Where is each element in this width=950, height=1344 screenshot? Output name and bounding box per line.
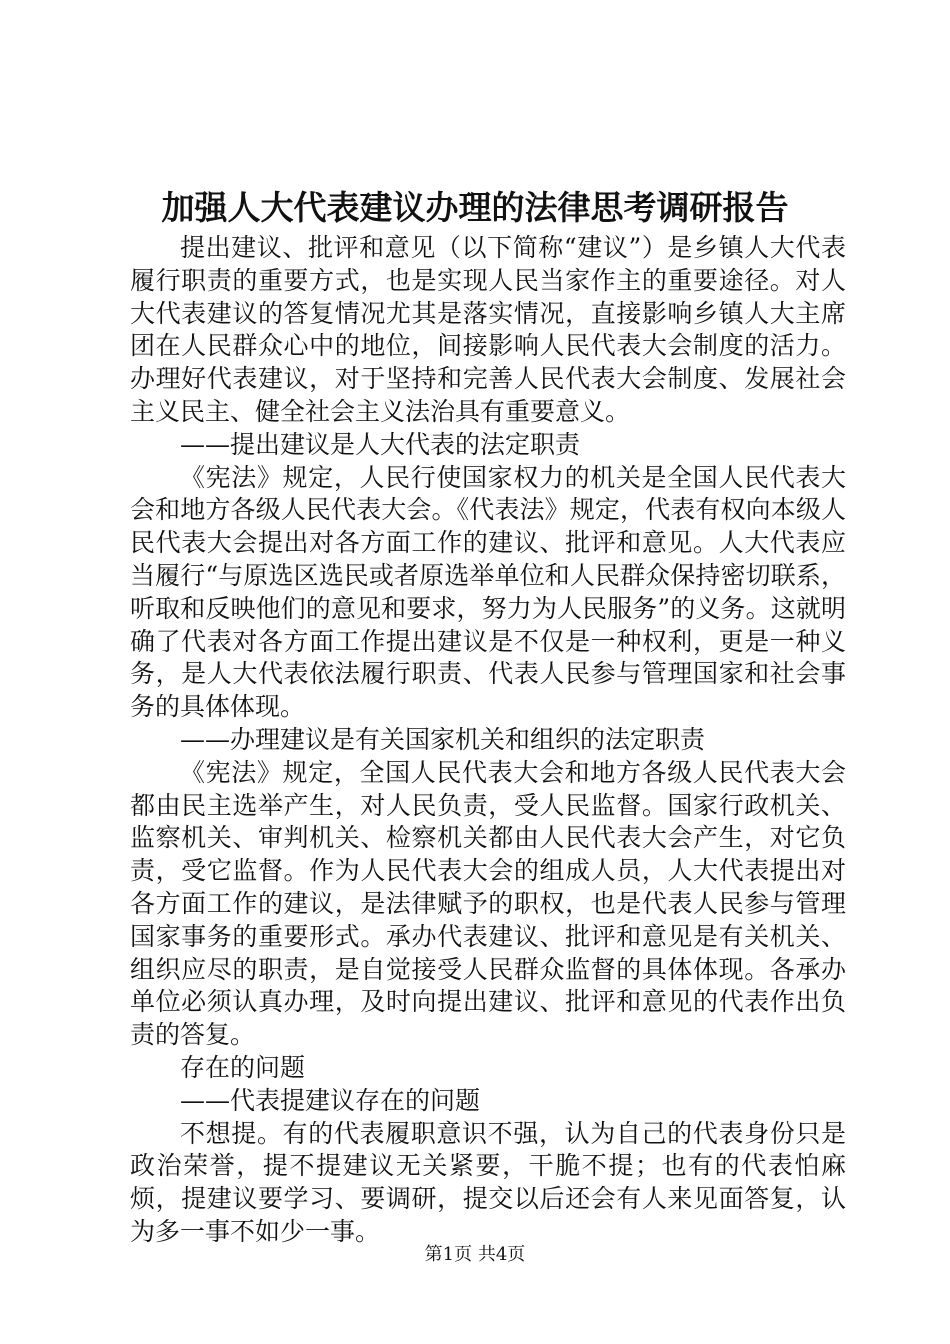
section-heading-problems: 存在的问题 [180,1052,306,1082]
document-body [130,232,846,1249]
paragraph-handling-duty: 《宪法》规定，全国人民代表大会和地方各级人民代表大会都由民主选举产生，对人民负责，受人民监督。国家行政机关、监察机关、审判机关、检察机关都由人民代表大会产生，对它负责，受它监督。作为人民代表大会的组成人员，人大代表提出对各方面工作的建议，是法律赋予的职权，也是代表人民参与管理国家事务的重要形式。承办代表建议、批评和意见是有关机关、组织应尽的职责，是自觉接受人民群众监督的具体体现。各承办单位必须认真办理，及时向提出建议、批评和意见的代表作出负责的答复。 [130,757,846,1050]
paragraph-intro: 提出建议、批评和意见（以下简称“建议”）是乡镇人大代表履行职责的重要方式，也是实现人民当家作主的重要途径。对人大代表建议的答复情况尤其是落实情况，直接影响乡镇人大主席团在人民群众心中的地位，间接影响人民代表大会制度的活力。办理好代表建议，对于坚持和完善人民代表大会制度、发展社会主义民主、健全社会主义法治具有重要意义。 [130,233,846,426]
section-heading-proposal-duty: ——提出建议是人大代表的法定职责 [180,429,581,459]
document-title: 加强人大代表建议办理的法律思考调研报告 [161,188,789,227]
paragraph-unwilling: 不想提。有的代表履职意识不强，认为自己的代表身份只是政治荣誉，提不提建议无关紧要，干脆不提；也有的代表怕麻烦，提建议要学习、要调研，提交以后还会有人来见面答复，认为多一事不如少一事。 [130,1118,846,1246]
paragraph-proposal-duty: 《宪法》规定，人民行使国家权力的机关是全国人民代表大会和地方各级人民代表大会。《代表法》规定，代表有权向本级人民代表大会提出对各方面工作的建议、批评和意见。人大代表应当履行“与原选区选民或者原选举单位和人民群众保持密切联系，听取和反映他们的意见和要求，努力为人民服务”的义务。这就明确了代表对各方面工作提出建议是不仅是一种权利，更是一种义务，是人大代表依法履行职责、代表人民参与管理国家和社会事务的具体体现。 [130,462,846,722]
subsection-heading-proposal-problems: ——代表提建议存在的问题 [180,1085,481,1115]
page-footer: 第1页 共4页 [424,1244,526,1265]
section-heading-handling-duty: ——办理建议是有关国家机关和组织的法定职责 [180,724,706,754]
